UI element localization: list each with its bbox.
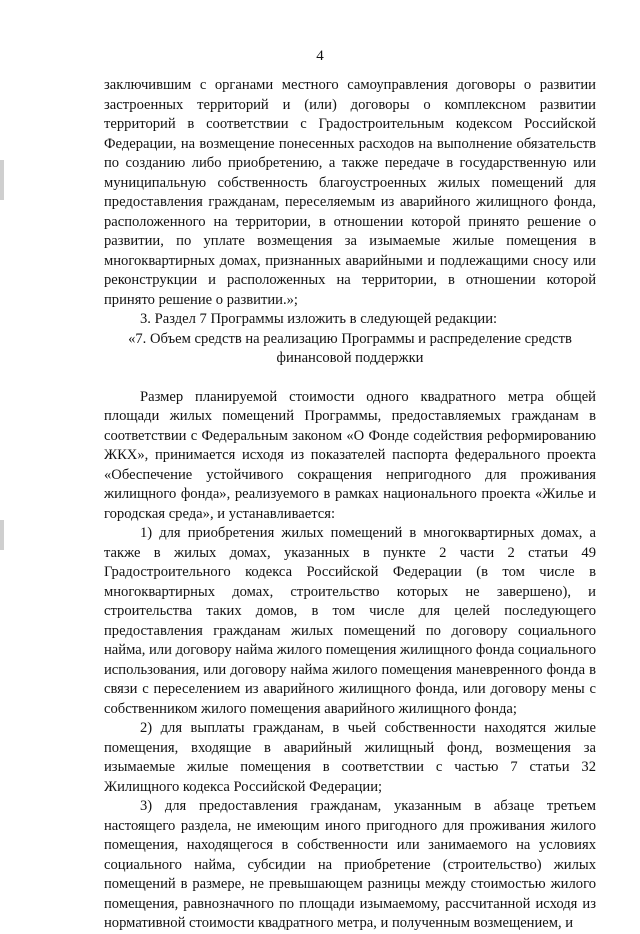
paragraph-item-2: 2) для выплаты гражданам, в чьей собственности находятся жилые помещения, входящие в аварийный жилищный фонд, возмещения за изымаемые жилые помещения в соответствии с частью 7 статьи 32 Жилищного кодекса Российской Федерации; xyxy=(104,720,596,795)
paragraph-item-1: 1) для приобретения жилых помещений в многоквартирных домах, а также в жилых домах, указанных в пункте 2 части 2 статьи 49 Градостроительного кодекса Российской Федерации (в том числе в многоквартирных домах, строительство которых не завершено), и строительства таких домов, в том числе для целей последующего предоставления гражданам жилых помещений по договору социального найма, или договору найма жилого помещения жилищного фонда социального использования, или договору найма жилого помещения маневренного фонда в связи с переселением из аварийного жилищного фонда, или договору мены с собственником жилого помещения аварийного жилищного фонда; xyxy=(104,525,596,717)
document-body xyxy=(104,76,596,934)
page-number: 4 xyxy=(316,48,324,64)
paragraph-item-3: 3) для предоставления гражданам, указанным в абзаце третьем настоящего раздела, не имеющим иного пригодного для проживания жилого помещения, находящегося в собственности или занимаемого на условиях социального найма, субсидии на приобретение (строительство) жилых помещений в размере, не превышающем разницы между стоимостью жилого помещения, равнозначного по площади изымаемому, рассчитанной исходя из нормативной стоимости квадратного метра, и полученным возмещением, и xyxy=(104,798,596,931)
spacer xyxy=(104,369,596,388)
paragraph-cost: Размер планируемой стоимости одного квадратного метра общей площади жилых помещений Программы, предоставляемых гражданам в соответствии с Федеральным законом «О Фонде содействия реформированию ЖКХ», принимается исходя из показателей паспорта федерального проекта «Обеспечение устойчивого сокращения непригодного для проживания жилищного фонда», реализуемого в рамках национального проекта «Жилье и городская среда», и устанавливается: xyxy=(104,388,596,522)
scan-edge-mark xyxy=(0,160,4,200)
scan-edge-mark xyxy=(0,520,4,550)
paragraph-section-3: 3. Раздел 7 Программы изложить в следующей редакции: xyxy=(140,311,498,327)
paragraph-intro: заключившим с органами местного самоуправления договоры о развитии застроенных территорий и (или) договоры о комплексном развитии территорий в соответствии с Градостроительным кодексом Российской Федерации, на возмещение понесенных расходов на выполнение обязательств по созданию либо приобретению, а также передаче в государственную или муниципальную собственность благоустроенных жилых помещений для предоставления гражданам, переселяемым из аварийного жилищного фонда, расположенного на территории, в отношении которой принято решение о развитии, по уплате возмещения за изымаемые жилые помещения в многоквартирных домах, признанных аварийными и подлежащими сносу или реконструкции и расположенных на территории, в отношении которой принято решение о развитии.»; xyxy=(104,77,596,308)
section-heading: «7. Объем средств на реализацию Программы и распределение средств финансовой поддержки xyxy=(128,330,572,366)
